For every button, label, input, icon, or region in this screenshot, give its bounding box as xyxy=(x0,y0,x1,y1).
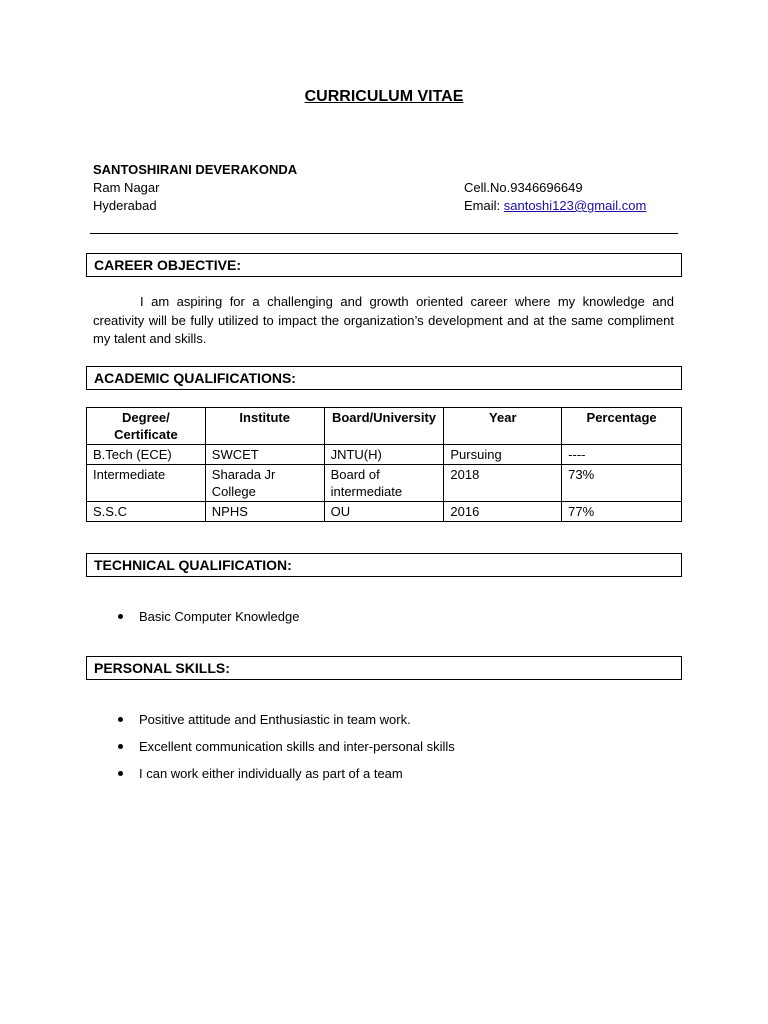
table-row xyxy=(87,445,682,465)
list-item-text: I can work either individually as part of a team xyxy=(139,766,403,781)
table-cell: NPHS xyxy=(205,502,324,522)
list-item xyxy=(118,738,455,765)
bullet-icon xyxy=(118,771,123,776)
table-header-row xyxy=(87,408,682,445)
table-cell: OU xyxy=(324,502,444,522)
list-item-text: Excellent communication skills and inter-personal skills xyxy=(139,739,455,754)
bullet-icon xyxy=(118,614,123,619)
column-header: Board/University xyxy=(324,408,444,445)
column-header: Year xyxy=(444,408,562,445)
bullet-icon xyxy=(118,744,123,749)
technical-list xyxy=(118,608,299,635)
career-objective-heading: CAREER OBJECTIVE: xyxy=(86,253,682,277)
table-cell: 2018 xyxy=(444,465,562,502)
email-label: Email: xyxy=(464,198,501,213)
email-link[interactable]: santoshi123@gmail.com xyxy=(503,198,647,213)
column-header: Institute xyxy=(205,408,324,445)
table-cell: SWCET xyxy=(205,445,324,465)
list-item xyxy=(118,711,455,738)
cell-value: 9346696649 xyxy=(510,180,583,195)
table-cell: Pursuing xyxy=(444,445,562,465)
list-item-text: Basic Computer Knowledge xyxy=(139,609,300,624)
list-item xyxy=(118,765,455,792)
list-item xyxy=(118,608,299,635)
technical-qualification-heading: TECHNICAL QUALIFICATION: xyxy=(86,553,682,577)
table-cell: JNTU(H) xyxy=(324,445,444,465)
bullet-icon xyxy=(118,717,123,722)
page-title: CURRICULUM VITAE xyxy=(304,88,464,105)
email xyxy=(464,198,646,213)
table-cell: S.S.C xyxy=(87,502,206,522)
table-cell: Sharada Jr College xyxy=(205,465,324,502)
cell-number xyxy=(464,180,583,195)
column-header: Percentage xyxy=(562,408,682,445)
academic-table xyxy=(86,407,682,522)
table-cell: Intermediate xyxy=(87,465,206,502)
table-cell: ---- xyxy=(562,445,682,465)
table-cell: 2016 xyxy=(444,502,562,522)
column-header: Degree/ Certificate xyxy=(87,408,206,445)
career-objective-text: I am aspiring for a challenging and growth oriented career where my knowledge and creativity will be fully utilized to impact the organization’s development and at the same compliment my talent and skills. xyxy=(93,294,674,346)
list-item-text: Positive attitude and Enthusiastic in team work. xyxy=(139,712,411,727)
table-cell: Board of intermediate xyxy=(324,465,444,502)
address-line-1: Ram Nagar xyxy=(93,180,160,195)
cell-label: Cell.No. xyxy=(464,180,511,195)
address-line-2: Hyderabad xyxy=(93,198,157,213)
table-cell: 73% xyxy=(562,465,682,502)
academic-qualifications-heading: ACADEMIC QUALIFICATIONS: xyxy=(86,366,682,390)
table-row xyxy=(87,502,682,522)
applicant-name: SANTOSHIRANI DEVERAKONDA xyxy=(93,162,298,177)
table-cell: 77% xyxy=(562,502,682,522)
personal-skills-list xyxy=(118,711,455,792)
personal-skills-heading: PERSONAL SKILLS: xyxy=(86,656,682,680)
table-row xyxy=(87,465,682,502)
table-cell: B.Tech (ECE) xyxy=(87,445,206,465)
header-divider xyxy=(90,233,678,234)
